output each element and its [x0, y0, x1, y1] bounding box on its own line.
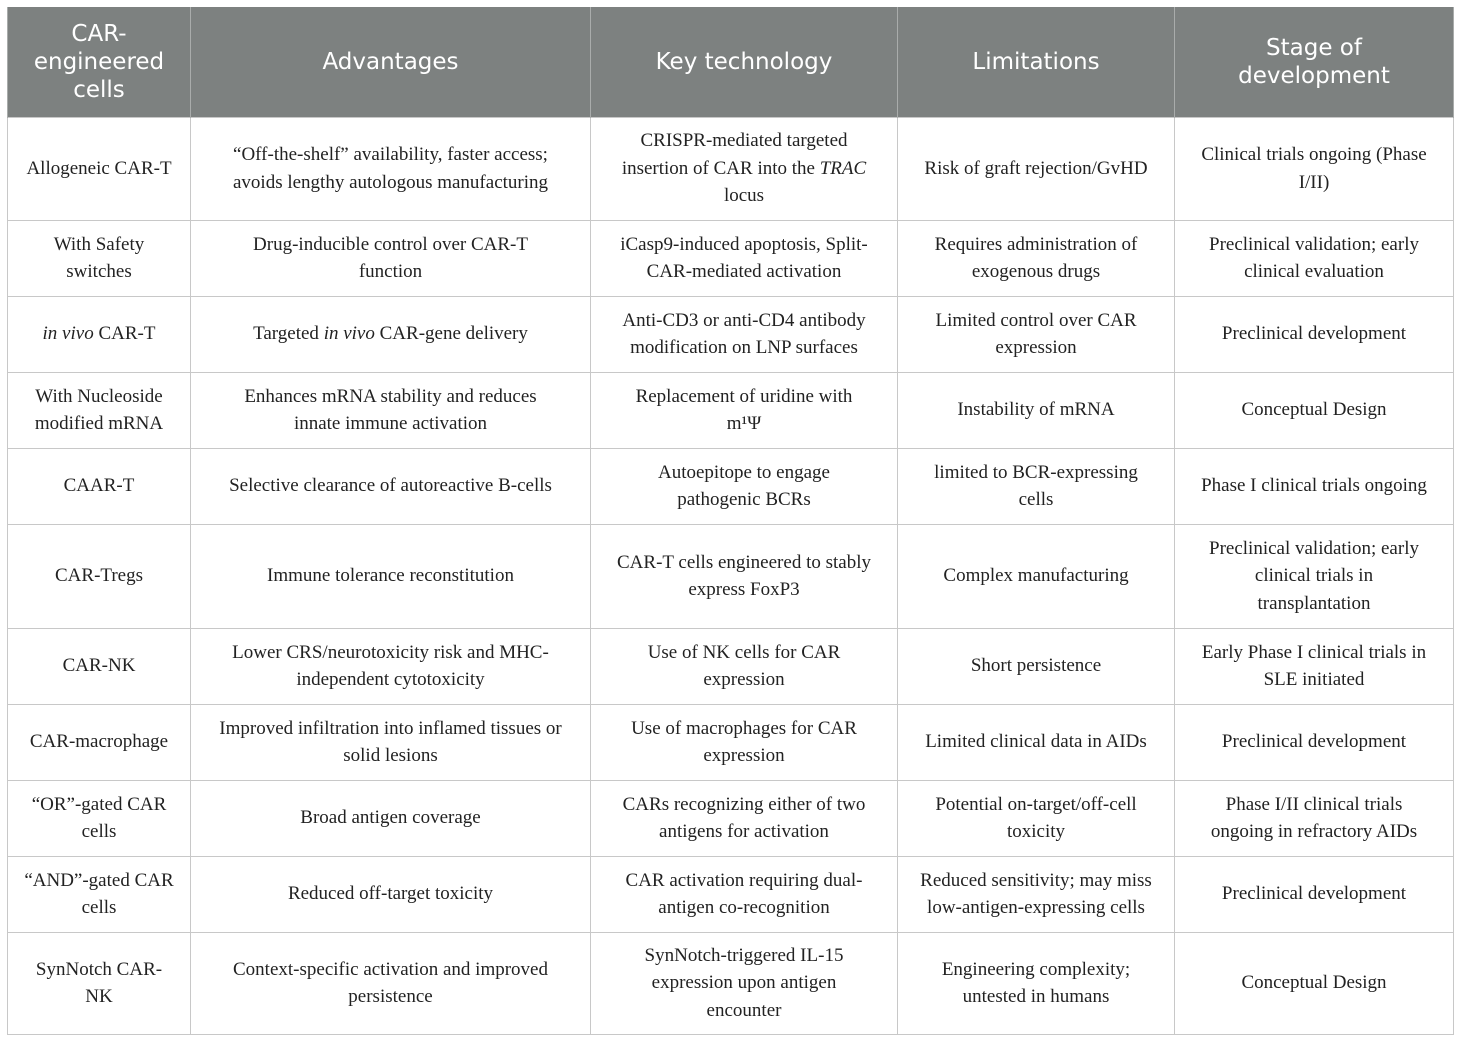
cell-technology: Autoepitope to engage pathogenic BCRs: [591, 448, 898, 524]
cell-stage: Phase I/II clinical trials ongoing in refractory AIDs: [1175, 780, 1454, 856]
cell-limitations: Potential on-target/off-cell toxicity: [898, 780, 1175, 856]
cell-stage: Clinical trials ongoing (Phase I/II): [1175, 117, 1454, 220]
cell-technology: Replacement of uridine with m¹Ψ: [591, 372, 898, 448]
cell-type-text: CAR-T: [93, 323, 156, 345]
cell-technology: CAR-T cells engineered to stably express FoxP3: [591, 524, 898, 628]
cell-stage: Conceptual Design: [1175, 372, 1454, 448]
table-row: [8, 372, 1454, 448]
cell-type: “AND”-gated CAR cells: [8, 856, 191, 932]
car-cells-table-container: [7, 7, 1453, 1035]
cell-limitations: Limited clinical data in AIDs: [898, 704, 1175, 780]
table-row: [8, 932, 1454, 1034]
header-advantages: Advantages: [191, 7, 591, 117]
cell-type: Allogeneic CAR-T: [8, 117, 191, 220]
cell-stage: Preclinical validation; early clinical evaluation: [1175, 220, 1454, 296]
table-header: [8, 7, 1454, 117]
cell-type: With Nucleoside modified mRNA: [8, 372, 191, 448]
technology-text: CRISPR-mediated targeted insertion of CAR into the: [621, 130, 848, 179]
table-row: [8, 628, 1454, 704]
cell-limitations: Risk of graft rejection/GvHD: [898, 117, 1175, 220]
cell-advantages: [191, 296, 591, 372]
cell-type: CAR-Tregs: [8, 524, 191, 628]
cell-advantages: Broad antigen coverage: [191, 780, 591, 856]
cell-type: CAR-NK: [8, 628, 191, 704]
header-key-technology: Key technology: [591, 7, 898, 117]
cell-limitations: Limited control over CAR expression: [898, 296, 1175, 372]
table-body: [8, 117, 1454, 1034]
table-row: [8, 448, 1454, 524]
table-row: [8, 220, 1454, 296]
technology-text: locus: [723, 185, 765, 207]
header-limitations: Limitations: [898, 7, 1175, 117]
cell-stage: Preclinical validation; early clinical trials in transplantation: [1175, 524, 1454, 628]
cell-stage: Conceptual Design: [1175, 932, 1454, 1034]
cell-technology: CAR activation requiring dual-antigen co-recognition: [591, 856, 898, 932]
table-row: [8, 524, 1454, 628]
technology-gene-name: TRAC: [819, 157, 867, 179]
header-stage-of-development: Stage of development: [1175, 7, 1454, 117]
cell-type: “OR”-gated CAR cells: [8, 780, 191, 856]
cell-limitations: Short persistence: [898, 628, 1175, 704]
cell-limitations: Instability of mRNA: [898, 372, 1175, 448]
cell-advantages: Drug-inducible control over CAR-T function: [191, 220, 591, 296]
cell-limitations: limited to BCR-expressing cells: [898, 448, 1175, 524]
table-row: [8, 780, 1454, 856]
cell-stage: Preclinical development: [1175, 296, 1454, 372]
cell-advantages: Enhances mRNA stability and reduces innate immune activation: [191, 372, 591, 448]
cell-type: SynNotch CAR-NK: [8, 932, 191, 1034]
cell-type: CAR-macrophage: [8, 704, 191, 780]
cell-technology: SynNotch-triggered IL-15 expression upon antigen encounter: [591, 932, 898, 1034]
cell-advantages: Selective clearance of autoreactive B-cells: [191, 448, 591, 524]
cell-advantages: Reduced off-target toxicity: [191, 856, 591, 932]
header-row: [8, 7, 1454, 117]
table-row: [8, 856, 1454, 932]
advantages-text: Targeted: [253, 323, 324, 345]
cell-limitations: Requires administration of exogenous drugs: [898, 220, 1175, 296]
advantages-text: CAR-gene delivery: [374, 323, 528, 345]
cell-advantages: Context-specific activation and improved persistence: [191, 932, 591, 1034]
cell-type: With Safety switches: [8, 220, 191, 296]
advantages-italic: in vivo: [323, 323, 375, 345]
cell-stage: Early Phase I clinical trials in SLE initiated: [1175, 628, 1454, 704]
cell-type: [8, 296, 191, 372]
cell-advantages: “Off-the-shelf” availability, faster access; avoids lengthy autologous manufacturing: [191, 117, 591, 220]
cell-advantages: Improved infiltration into inflamed tissues or solid lesions: [191, 704, 591, 780]
cell-stage: Preclinical development: [1175, 856, 1454, 932]
header-car-engineered-cells: CAR-engineered cells: [8, 7, 191, 117]
cell-technology: Use of macrophages for CAR expression: [591, 704, 898, 780]
cell-technology: iCasp9-induced apoptosis, Split-CAR-mediated activation: [591, 220, 898, 296]
cell-limitations: Reduced sensitivity; may miss low-antigen-expressing cells: [898, 856, 1175, 932]
cell-stage: Phase I clinical trials ongoing: [1175, 448, 1454, 524]
cell-technology: Anti-CD3 or anti-CD4 antibody modification on LNP surfaces: [591, 296, 898, 372]
car-cells-table: [7, 7, 1454, 1035]
table-row: [8, 117, 1454, 220]
cell-limitations: Complex manufacturing: [898, 524, 1175, 628]
cell-limitations: Engineering complexity; untested in humans: [898, 932, 1175, 1034]
cell-technology: CARs recognizing either of two antigens for activation: [591, 780, 898, 856]
cell-advantages: Lower CRS/neurotoxicity risk and MHC-independent cytotoxicity: [191, 628, 591, 704]
cell-advantages: Immune tolerance reconstitution: [191, 524, 591, 628]
cell-type: CAAR-T: [8, 448, 191, 524]
cell-technology: Use of NK cells for CAR expression: [591, 628, 898, 704]
cell-stage: Preclinical development: [1175, 704, 1454, 780]
cell-technology: [591, 117, 898, 220]
table-row: [8, 704, 1454, 780]
cell-type-italic: in vivo: [42, 323, 94, 345]
table-row: [8, 296, 1454, 372]
